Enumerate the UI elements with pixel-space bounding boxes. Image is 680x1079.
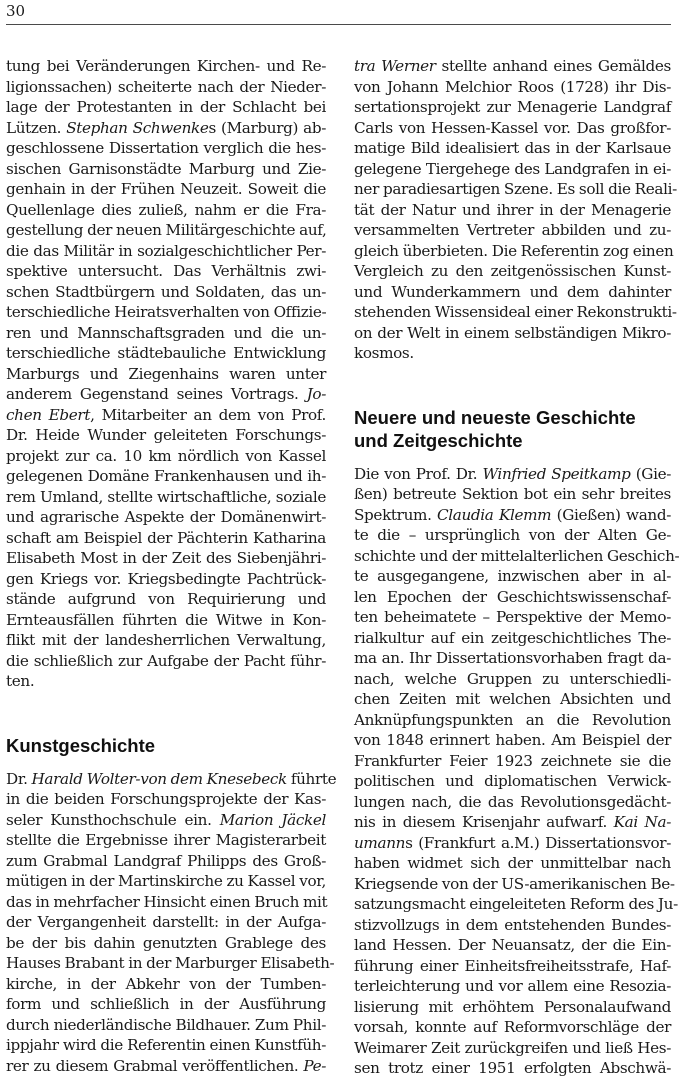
text-line: von Johann Melchior Roos (1728) ihr Dis-	[354, 77, 671, 96]
paragraph-contemporary-history	[354, 464, 680, 1079]
section-heading-neuere-geschichte	[354, 406, 671, 452]
text-line: gleich überbieten. Die Referentin zog einen	[354, 241, 674, 260]
text-line: nis in diesem Krisenjahr aufwarf. Kai Na-	[354, 813, 671, 831]
text-line: sertationsprojekt zur Menagerie Landgraf	[354, 98, 671, 116]
text-line: kirche, in der Abkehr von der Tumben-	[6, 974, 326, 993]
text-line: matige Bild idealisiert das in der Karlsaue	[354, 139, 671, 157]
text-line: Ernteausfällen führten die Witwe in Kon-	[6, 610, 326, 629]
text-line: Hauses Brabant in der Marburger Elisabeth-	[6, 954, 335, 972]
text-line: Die von Prof. Dr. Winfried Speitkamp (Gie-	[354, 464, 671, 483]
text-line: von 1848 erinnert haben. Am Beispiel der	[354, 731, 671, 749]
text-line: in die beiden Forschungsprojekte der Kas-	[6, 790, 326, 808]
text-line: politischen und diplomatischen Verwick-	[354, 772, 671, 790]
text-line: haben widmet sich der unmittelbar nach	[354, 854, 671, 872]
text-line: vorsah, konnte auf Reformvorschläge der	[354, 1018, 671, 1036]
person-name: Jo-	[306, 385, 326, 403]
person-name: Stephan Schwenke	[66, 118, 209, 137]
text-line: te ausgegangene, inzwischen aber in al-	[354, 567, 671, 585]
text-line: sischen Garnisonstädte Marburg und Zie-	[6, 159, 326, 178]
text-line: rem Umland, stellte wirtschaftliche, soziale	[6, 487, 326, 506]
text-line: die schließlich zur Aufgabe der Pacht führ-	[6, 651, 326, 670]
text-line: gelegene Tiergehege des Landgrafen in ei-	[354, 159, 671, 178]
text-line: form und schließlich in der Ausführung	[6, 995, 326, 1013]
section-gap	[6, 692, 326, 734]
text-line: rialkultur auf ein zeitgeschichtliches The-	[354, 628, 671, 647]
text-line: tät der Natur und ihrer in der Menagerie	[354, 200, 671, 219]
text-line: stellte die Ergebnisse ihrer Magisterarbeit	[6, 831, 326, 849]
text-line: Weimarer Zeit zurückgreifen und ließ Hes-	[354, 1038, 671, 1057]
person-name: Marion Jäckel	[219, 810, 326, 829]
text-line: te die – ursprünglich von der Alten Ge-	[354, 526, 671, 544]
text-line: das in mehrfacher Hinsicht einen Bruch mit	[6, 892, 328, 911]
paragraph-art-history	[6, 769, 337, 1077]
person-name: Harald Wolter-von dem Knesebeck	[31, 769, 287, 788]
text-line: zum Grabmal Landgraf Philipps des Groß-	[6, 851, 326, 870]
text-line: seler Kunsthochschule ein. Marion Jäckel	[6, 810, 326, 829]
text-line: schichte und der mittelalterlichen Geschich-	[354, 546, 680, 565]
text-line: tung bei Veränderungen Kirchen- und Re-	[6, 57, 326, 75]
left-column	[6, 56, 337, 1076]
page-number: 30	[6, 2, 26, 20]
text-line: lage der Protestanten in der Schlacht bei	[6, 98, 326, 116]
section-gap	[354, 364, 671, 406]
text-line: durch niederländische Bildhauer. Zum Phil-	[6, 1015, 326, 1034]
text-line: umanns (Frankfurt a.M.) Dissertationsvor-	[354, 833, 671, 852]
text-line: land Hessen. Der Neuansatz, der die Ein-	[354, 936, 671, 954]
text-line: satzungsmacht eingeleiteten Reform des Ju-	[354, 895, 678, 913]
text-line: len Epochen der Geschichtswissenschaf-	[354, 587, 671, 606]
text-line: kosmos.	[354, 344, 414, 362]
text-line: Anknüpfungspunkten an die Revolution	[354, 710, 671, 729]
text-line: be der bis dahin genutzten Grablege des	[6, 933, 326, 952]
text-line: schen Stadtbürgern und Soldaten, das un-	[6, 282, 326, 301]
text-line: Frankfurter Feier 1923 zeichnete sie die	[354, 751, 671, 770]
paragraph-military-history	[6, 56, 326, 692]
text-line: lungen nach, die das Revolutionsgedächt-	[354, 792, 671, 811]
right-column	[354, 56, 680, 1079]
text-line: ten beheimatete – Perspektive der Memo-	[354, 608, 671, 626]
text-line: die das Militär in sozialgeschichtlicher Per-	[6, 241, 326, 260]
heading-line: und Zeitgeschichte	[354, 429, 523, 451]
text-line: Spektrum. Claudia Klemm (Gießen) wand-	[354, 505, 671, 524]
text-line: genhain in der Frühen Neuzeit. Soweit die	[6, 180, 326, 198]
text-line: Vergleich zu den zeitgenössischen Kunst-	[354, 262, 671, 280]
text-line: on der Welt in einem selbständigen Mikro-	[354, 323, 671, 342]
text-line: ßen) betreute Sektion bot ein sehr breites	[354, 485, 671, 503]
text-line: anderem Gegenstand seines Vortrags. Jo-	[6, 385, 326, 403]
text-line: nach, welche Gruppen zu unterschiedli-	[354, 669, 671, 688]
text-line: schaft am Beispiel der Pächterin Katharina	[6, 528, 326, 547]
text-line: gelegenen Domäne Frankenhausen und ih-	[6, 467, 326, 485]
text-line: Elisabeth Most in der Zeit des Siebenjähri-	[6, 549, 326, 567]
text-line: stehenden Wissensideal einer Rekonstrukti-	[354, 303, 677, 321]
header-rule	[6, 24, 671, 25]
text-line: spektive untersucht. Das Verhältnis zwi-	[6, 262, 326, 280]
text-line: ten.	[6, 672, 35, 690]
text-line: Quellenlage dies zuließ, nahm er die Fra-	[6, 200, 326, 219]
text-line: Marburgs und Ziegenhains waren unter	[6, 364, 326, 383]
heading-line: Neuere und neueste Geschichte	[354, 406, 636, 428]
person-name: Winfried Speitkamp	[482, 464, 631, 483]
text-line: stizvollzugs in dem entstehenden Bundes-	[354, 915, 671, 934]
text-line: geschlossene Dissertation verglich die hes-	[6, 139, 326, 157]
text-line: ren und Mannschaftsgraden und die un-	[6, 323, 326, 342]
text-line: tra Werner stellte anhand eines Gemäldes	[354, 57, 671, 75]
text-line: Carls von Hessen-Kassel vor. Das großfor-	[354, 118, 671, 137]
text-line: und Wunderkammern und dem dahinter	[354, 282, 671, 301]
text-line: lisierung mit erhöhtem Personalaufwand	[354, 997, 671, 1016]
text-line: flikt mit der landesherrlichen Verwaltung,	[6, 631, 326, 649]
paragraph-menagerie	[354, 56, 677, 364]
text-line: versammelten Vertreter abbilden und zu-	[354, 221, 671, 239]
text-line: stände aufgrund von Requirierung und	[6, 590, 326, 608]
text-line: Lützen. Stephan Schwenkes (Marburg) ab-	[6, 118, 326, 137]
text-line: terschiedliche Heiratsverhalten von Offizie-	[6, 303, 327, 321]
text-line: chen Zeiten mit welchen Absichten und	[354, 690, 671, 708]
text-line: terleichterung und vor allem eine Resozia-	[354, 977, 671, 995]
text-line: sen trotz einer 1951 erfolgten Abschwä-	[354, 1059, 671, 1077]
text-line: mütigen in der Martinskirche zu Kassel vor,	[6, 872, 326, 890]
person-name: Pe-	[303, 1056, 326, 1075]
text-line: rer zu diesem Grabmal veröffentlichen. Pe-	[6, 1056, 326, 1075]
text-line: gen Kriegs vor. Kriegsbedingte Pachtrück-	[6, 569, 326, 588]
text-line: Dr. Heide Wunder geleiteten Forschungs-	[6, 426, 326, 444]
text-line: führung einer Einheitsfreiheitsstrafe, Haf-	[354, 956, 671, 975]
text-line: chen Ebert, Mitarbeiter an dem von Prof.	[6, 405, 326, 424]
text-line: der Vergangenheit darstellt: in der Aufga-	[6, 913, 326, 931]
text-line: und agrarische Aspekte der Domänenwirt-	[6, 508, 326, 526]
person-name: chen Ebert	[6, 405, 91, 424]
text-line: terschiedliche städtebauliche Entwicklung	[6, 344, 326, 362]
text-line: Dr. Harald Wolter-von dem Knesebeck führte	[6, 769, 337, 788]
text-line: ippjahr wird die Referentin einen Kunstfüh-	[6, 1036, 326, 1054]
text-line: ma an. Ihr Dissertationsvorhaben fragt da-	[354, 649, 671, 667]
person-name: tra Werner	[354, 57, 436, 75]
person-name: Claudia Klemm	[437, 505, 552, 524]
text-line: Kriegsende von der US-amerikanischen Be-	[354, 874, 675, 893]
person-name: umann	[354, 833, 406, 852]
person-name: Kai Na-	[613, 813, 671, 831]
text-line: ner paradiesartigen Szene. Es soll die Reali-	[354, 180, 677, 198]
text-line: projekt zur ca. 10 km nördlich von Kassel	[6, 446, 326, 465]
text-line: ligionssachen) scheiterte nach der Nieder-	[6, 77, 326, 96]
text-line: gestellung der neuen Militärgeschichte auf,	[6, 221, 327, 239]
section-heading-kunstgeschichte: Kunstgeschichte	[6, 734, 156, 756]
